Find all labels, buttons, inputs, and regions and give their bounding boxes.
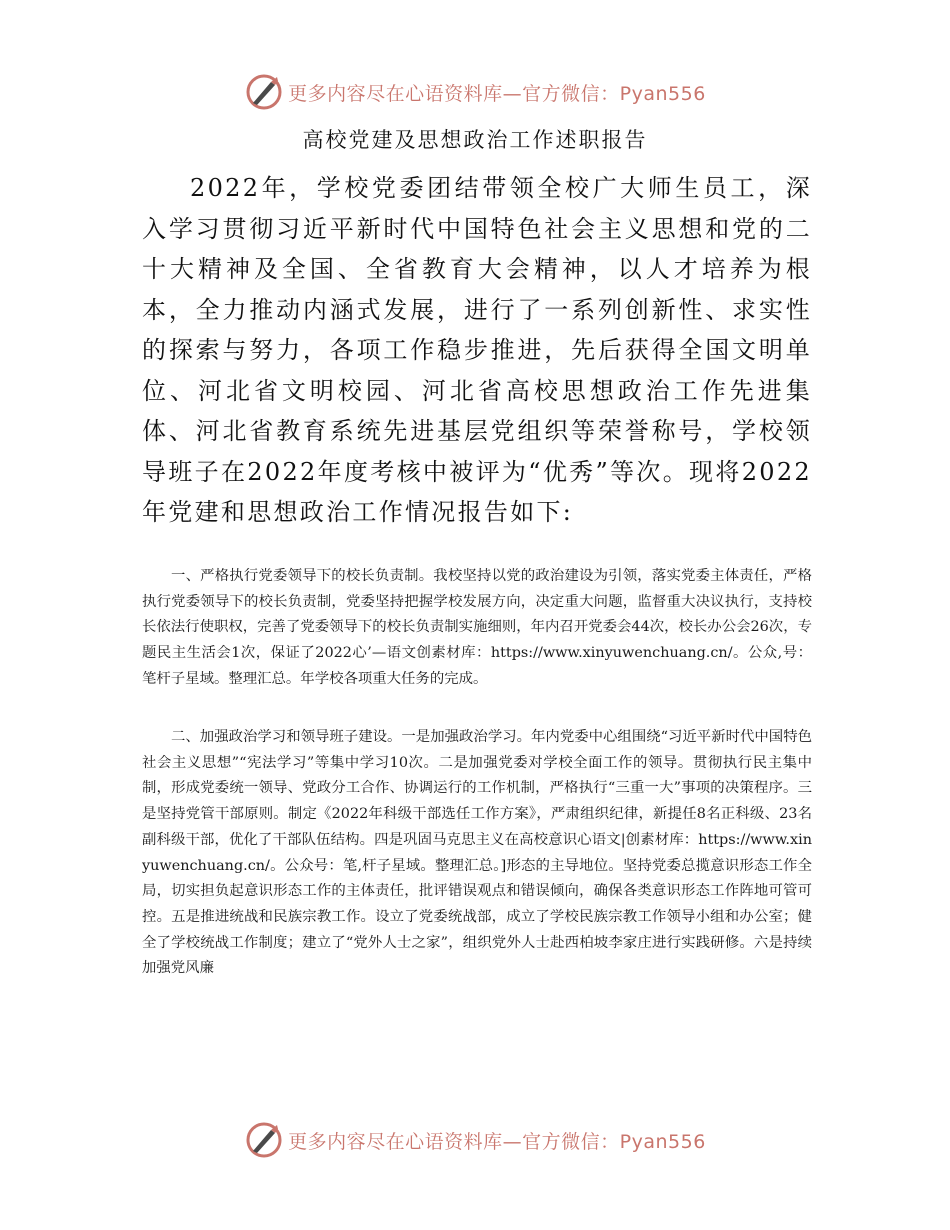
quill-logo-icon bbox=[244, 72, 284, 112]
footer-watermark-banner bbox=[0, 1118, 950, 1162]
header-watermark-banner bbox=[0, 70, 950, 114]
quill-logo-icon bbox=[244, 1120, 284, 1160]
intro-paragraph: 2022年，学校党委团结带领全校广大师生员工，深入学习贯彻习近平新时代中国特色社会主义思想和党的二十大精神及全国、全省教育大会精神，以人才培养为根本，全力推动内涵式发展，进行了一系列创新性、求实性的探索与努力，各项工作稳步推进，先后获得全国文明单位、河北省文明校园、河北省高校思想政治工作先进集体、河北省教育系统先进基层党组织等荣誉称号，学校领导班子在2022年度考核中被评为“优秀”等次。现将2022年党建和思想政治工作情况报告如下: bbox=[142, 174, 812, 526]
banner-text: 更多内容尽在心语资料库—官方微信：Pyan556 bbox=[288, 1130, 706, 1153]
section-2-paragraph: 二、加强政治学习和领导班子建设。一是加强政治学习。年内党委中心组围绕“习近平新时代中国特色社会主义思想”“宪法学习”等集中学习10次。二是加强党委对学校全面工作的领导。贯彻执行民主集中制，形成党委统一领导、党政分工合作、协调运行的工作机制，严格执行“三重一大”事项的决策程序。三是坚持党管干部原则。制定《2022年科级干部选任工作方案》，严肃组织纪律，新提任8名正科级、23名副科级干部，优化了干部队伍结构。四是巩固马克思主义在高校意识心语文|创素材库：https://www.xinyuwenchuang.cn/。公众号：笔,杆子星域。整理汇总。]形态的主导地位。坚持党委总揽意识形态工作全局，切实担负起意识形态工作的主体责任，批评错误观点和错误倾向，确保各类意识形态工作阵地可管可控。五是推进统战和民族宗教工作。设立了党委统战部，成立了学校民族宗教工作领导小组和办公室；健全了学校统战工作制度；建立了“党外人士之家”，组织党外人士赴西柏坡李家庄进行实践研修。六是持续加强党风廉 bbox=[142, 729, 812, 977]
banner-text: 更多内容尽在心语资料库—官方微信：Pyan556 bbox=[288, 82, 706, 105]
section-1-paragraph: 一、严格执行党委领导下的校长负责制。我校坚持以党的政治建设为引领，落实党委主体责任，严格执行党委领导下的校长负责制，党委坚持把握学校发展方向，决定重大问题，监督重大决议执行，支持校长依法行使职权，完善了党委领导下的校长负责制实施细则，年内召开党委会44次，校长办公会26次，专题民主生活会1次，保证了2022心’—语文创素材库：https://www.xinyuwenchuang.cn/。公众,号：笔杆子星域。整理汇总。年学校各项重大任务的完成。 bbox=[142, 568, 812, 687]
document-title: 高校党建及思想政治工作述职报告 bbox=[302, 128, 648, 152]
